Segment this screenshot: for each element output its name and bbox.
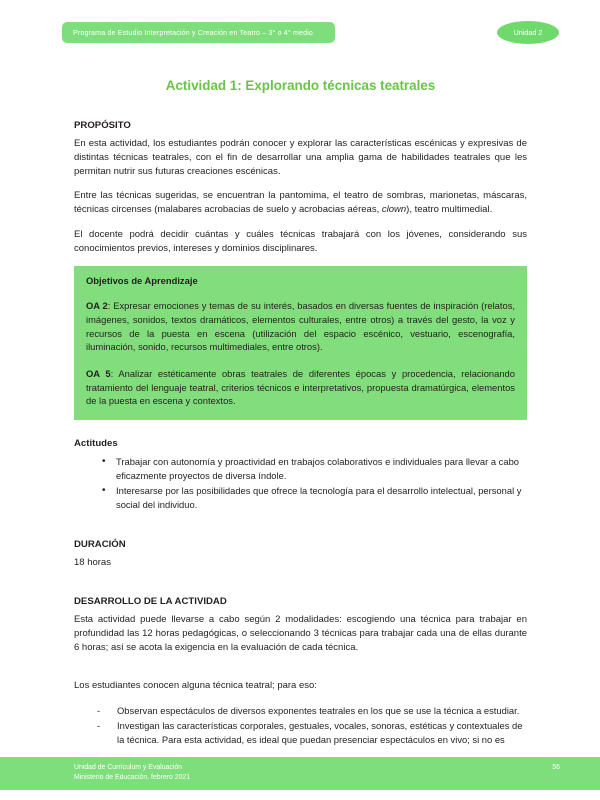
desarrollo-heading: DESARROLLO DE LA ACTIVIDAD [74,596,227,608]
actitudes-heading: Actitudes [74,437,118,449]
page-header [0,0,600,56]
objetivos-box [74,266,527,419]
objetivo-code-oa2: OA 2 [86,300,108,312]
proposito-paragraph-3: El docente podrá decidir cuántas y cuáles técnicas trabajará con los jóvenes, considerando sus conocimientos previos, intereses y dominios disciplinares. [74,228,527,254]
header-banner-text: Programa de Estudio Interpretación y Creación en Teatro – 3° o 4° medio [73,28,313,37]
document-content [74,78,527,748]
desarrollo-paragraph-1: Esta actividad puede llevarse a cabo según 2 modalidades: escogiendo una técnica para trabajar en profundidad las 12 horas pedagógicas, o seleccionando 3 técnicas para trabajar cada una de ellas durante 6 horas; así se acota la exigencia en la evaluación de cada técnica. [74,614,527,653]
list-item: - Observan espectáculos de diversos exponentes teatrales en los que se use la técnica a estudiar. [95,704,527,718]
proposito-paragraph-2: Entre las técnicas sugeridas, se encuentran la pantomima, el teatro de sombras, marionetas, máscaras, técnicas circenses (malabares acrobacias de suelo y acrobacias aéreas, clown), teatro multimedial. [74,190,527,216]
objetivo-text-oa5: : Analizar estéticamente obras teatrales de diferentes épocas y procedencia, relacionando tratamiento del lenguaje teatral, criterios técnicos e interpretativos, propuesta dramatúrgica, elementos de la puesta en escena y contextos. [86,367,515,407]
objetivo-item-oa5 [86,367,515,408]
page-title: Actividad 1: Explorando técnicas teatrales [165,78,436,93]
actitudes-list [74,455,527,512]
objetivo-item-oa2 [86,299,515,354]
page-footer [0,757,600,790]
section-duracion [74,539,527,570]
list-item: - Investigan las características corporales, gestuales, vocales, sonoras, estéticas y contextuales de la técnica. Para esta actividad, es ideal que puedan presenciar espectáculos en vivo; si no es [95,719,527,747]
unit-badge-label: Unidad 2 [513,28,543,37]
duracion-heading: DURACIÓN [74,539,126,551]
unit-badge [497,21,559,44]
desarrollo-steps-list [74,704,527,747]
objetivo-code-oa5: OA 5 [86,367,111,379]
proposito-paragraph-1: En esta actividad, los estudiantes podrán conocer y explorar las características escénicas y expresivas de distintas técnicas teatrales, con el fin de desarrollar una amplia gama de habilidades teatrales que les permitan nutrir sus futuras creaciones escénicas. [74,138,527,177]
footer-line-1: Unidad de Currículum y Evaluación [74,764,183,771]
section-proposito [74,120,527,255]
objetivos-box-title: Objetivos de Aprendizaje [86,275,198,287]
desarrollo-paragraph-2: Los estudiantes conocen alguna técnica teatral; para eso: [74,680,317,692]
section-actitudes [74,438,527,512]
footer-organization [74,763,190,783]
duracion-value: 18 horas [74,557,111,569]
header-banner [62,22,335,43]
footer-line-2: Ministerio de Educación, febrero 2021 [74,774,191,782]
page-number: 56 [552,764,560,771]
objetivo-text-oa2: : Expresar emociones y temas de su interés, basados en diversas fuentes de inspiración (relatos, imágenes, sonidos, textos dramáticos, elementos culturales, entre otros) a través del gesto, la voz y recursos de la puesta en escena (utilización del espacio escénico, vestuario, escenografía, iluminación, sonido, recursos multimediales, entre otros). [86,300,515,353]
proposito-heading: PROPÓSITO [74,120,131,132]
list-item: • Trabajar con autonomía y proactividad en trabajos colaborativos e individuales para llevar a cabo eficazmente proyectos de diversa índole. [102,455,527,483]
list-item: • Interesarse por las posibilidades que ofrece la tecnología para el desarrollo intelectual, personal y social del individuo. [102,484,527,512]
section-desarrollo [74,596,527,747]
